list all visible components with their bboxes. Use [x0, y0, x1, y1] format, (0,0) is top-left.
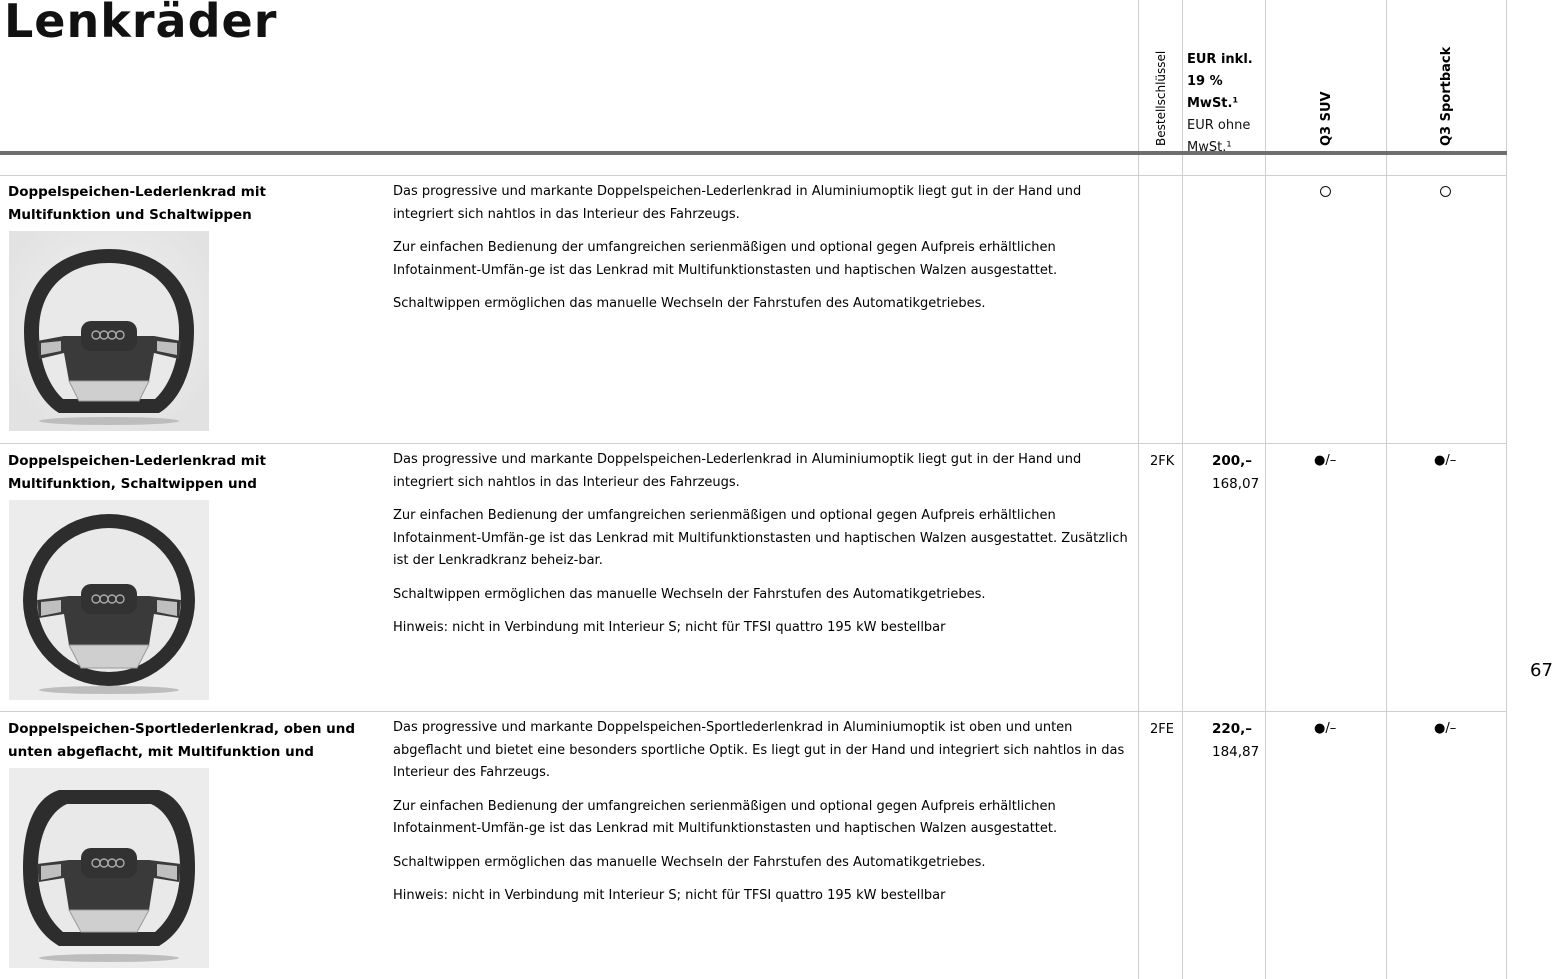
row-divider [0, 711, 1507, 712]
availability-q3-suv: ●/– [1314, 721, 1337, 736]
optional-circle-icon [1440, 186, 1451, 197]
price-cell [1212, 450, 1259, 496]
row-description [393, 181, 1133, 327]
row-description [393, 449, 1133, 651]
header-divider [0, 151, 1507, 155]
price-incl-header: EUR inkl. 19 % MwSt.¹ [1187, 52, 1253, 111]
availability-q3-sportback: ●/– [1434, 453, 1457, 468]
description-paragraph: Schaltwippen ermöglichen das manuelle Wechseln der Fahrstufen des Automatikgetriebes. [393, 296, 986, 311]
row-divider [0, 175, 1507, 176]
model-header-q3-suv: Q3 SUV [1319, 91, 1334, 146]
steering-wheel-image [9, 500, 209, 700]
order-code: 2FE [1150, 722, 1174, 737]
availability-q3-suv [1320, 186, 1331, 201]
description-paragraph: Das progressive und markante Doppelspeichen-Lederlenkrad in Aluminiumoptik liegt gut in der Hand und integriert sich nahtlos in das Interieur des Fahrzeugs. [393, 184, 1082, 222]
row-title: Doppelspeichen-Lederlenkrad mit Multifunktion und Schaltwippen [8, 184, 266, 223]
column-divider [1386, 0, 1387, 979]
description-paragraph: Zur einfachen Bedienung der umfangreichen serienmäßigen und optional gegen Aufpreis erhältlichen Infotainment-Umfän-ge ist das Lenkrad mit Multifunktionstasten und haptischen Walzen ausgestattet. Zusätzlich ist der Lenkradkranz beheiz-bar. [393, 508, 1128, 568]
description-paragraph: Das progressive und markante Doppelspeichen-Lederlenkrad in Aluminiumoptik liegt gut in der Hand und integriert sich nahtlos in das Interieur des Fahrzeugs. [393, 452, 1082, 490]
description-paragraph: Zur einfachen Bedienung der umfangreichen serienmäßigen und optional gegen Aufpreis erhältlichen Infotainment-Umfän-ge ist das Lenkrad mit Multifunktionstasten und haptischen Walzen ausgestattet. [393, 798, 1058, 836]
row-divider [0, 443, 1507, 444]
availability-q3-sportback: ●/– [1434, 721, 1457, 736]
model-header-q3-sportback: Q3 Sportback [1439, 46, 1454, 146]
price-header [1187, 49, 1267, 159]
column-divider [1138, 0, 1139, 979]
row-title: Doppelspeichen-Sportlederlenkrad, oben und unten abgeflacht, mit Multifunktion und [8, 721, 356, 760]
description-paragraph: Das progressive und markante Doppelspeichen-Sportlederlenkrad in Aluminiumoptik ist oben und unten abgeflacht und bietet eine besonders sportliche Optik. Es liegt gut in der Hand und integriert sich nahtlos in das Interieur des Fahrzeugs. [393, 720, 1125, 780]
price-excl: 168,07 [1212, 476, 1260, 492]
row-description [393, 717, 1133, 919]
description-paragraph: Schaltwippen ermöglichen das manuelle Wechseln der Fahrstufen des Automatikgetriebes. [393, 586, 986, 602]
column-divider [1182, 0, 1183, 979]
description-paragraph: Hinweis: nicht in Verbindung mit Interieur S; nicht für TFSI quattro 195 kW bestellbar [393, 620, 946, 635]
steering-wheel-image [9, 768, 209, 968]
page-title: Lenkräder [4, 0, 278, 48]
steering-wheel-image [9, 231, 209, 431]
optional-circle-icon [1320, 186, 1331, 197]
availability-q3-sportback [1440, 186, 1451, 201]
description-paragraph: Zur einfachen Bedienung der umfangreichen serienmäßigen und optional gegen Aufpreis erhältlichen Infotainment-Umfän-ge ist das Lenkrad mit Multifunktionstasten und haptischen Walzen ausgestattet. [393, 240, 1058, 278]
column-divider [1506, 0, 1507, 979]
order-code: 2FK [1150, 454, 1175, 469]
price-excl: 184,87 [1212, 744, 1260, 760]
price-cell [1212, 718, 1259, 764]
availability-q3-suv: ●/– [1314, 453, 1337, 468]
description-paragraph: Schaltwippen ermöglichen das manuelle Wechseln der Fahrstufen des Automatikgetriebes. [393, 854, 986, 870]
price-excl-header: EUR ohne MwSt.¹ [1187, 118, 1251, 155]
page-number: 67 [1530, 660, 1553, 681]
description-paragraph: Hinweis: nicht in Verbindung mit Interieur S; nicht für TFSI quattro 195 kW bestellbar [393, 888, 946, 903]
order-key-header: Bestellschlüssel [1154, 50, 1168, 146]
price-incl: 220,– [1212, 721, 1253, 737]
row-title: Doppelspeichen-Lederlenkrad mit Multifunktion, Schaltwippen und [8, 453, 266, 492]
price-incl: 200,– [1212, 453, 1253, 469]
